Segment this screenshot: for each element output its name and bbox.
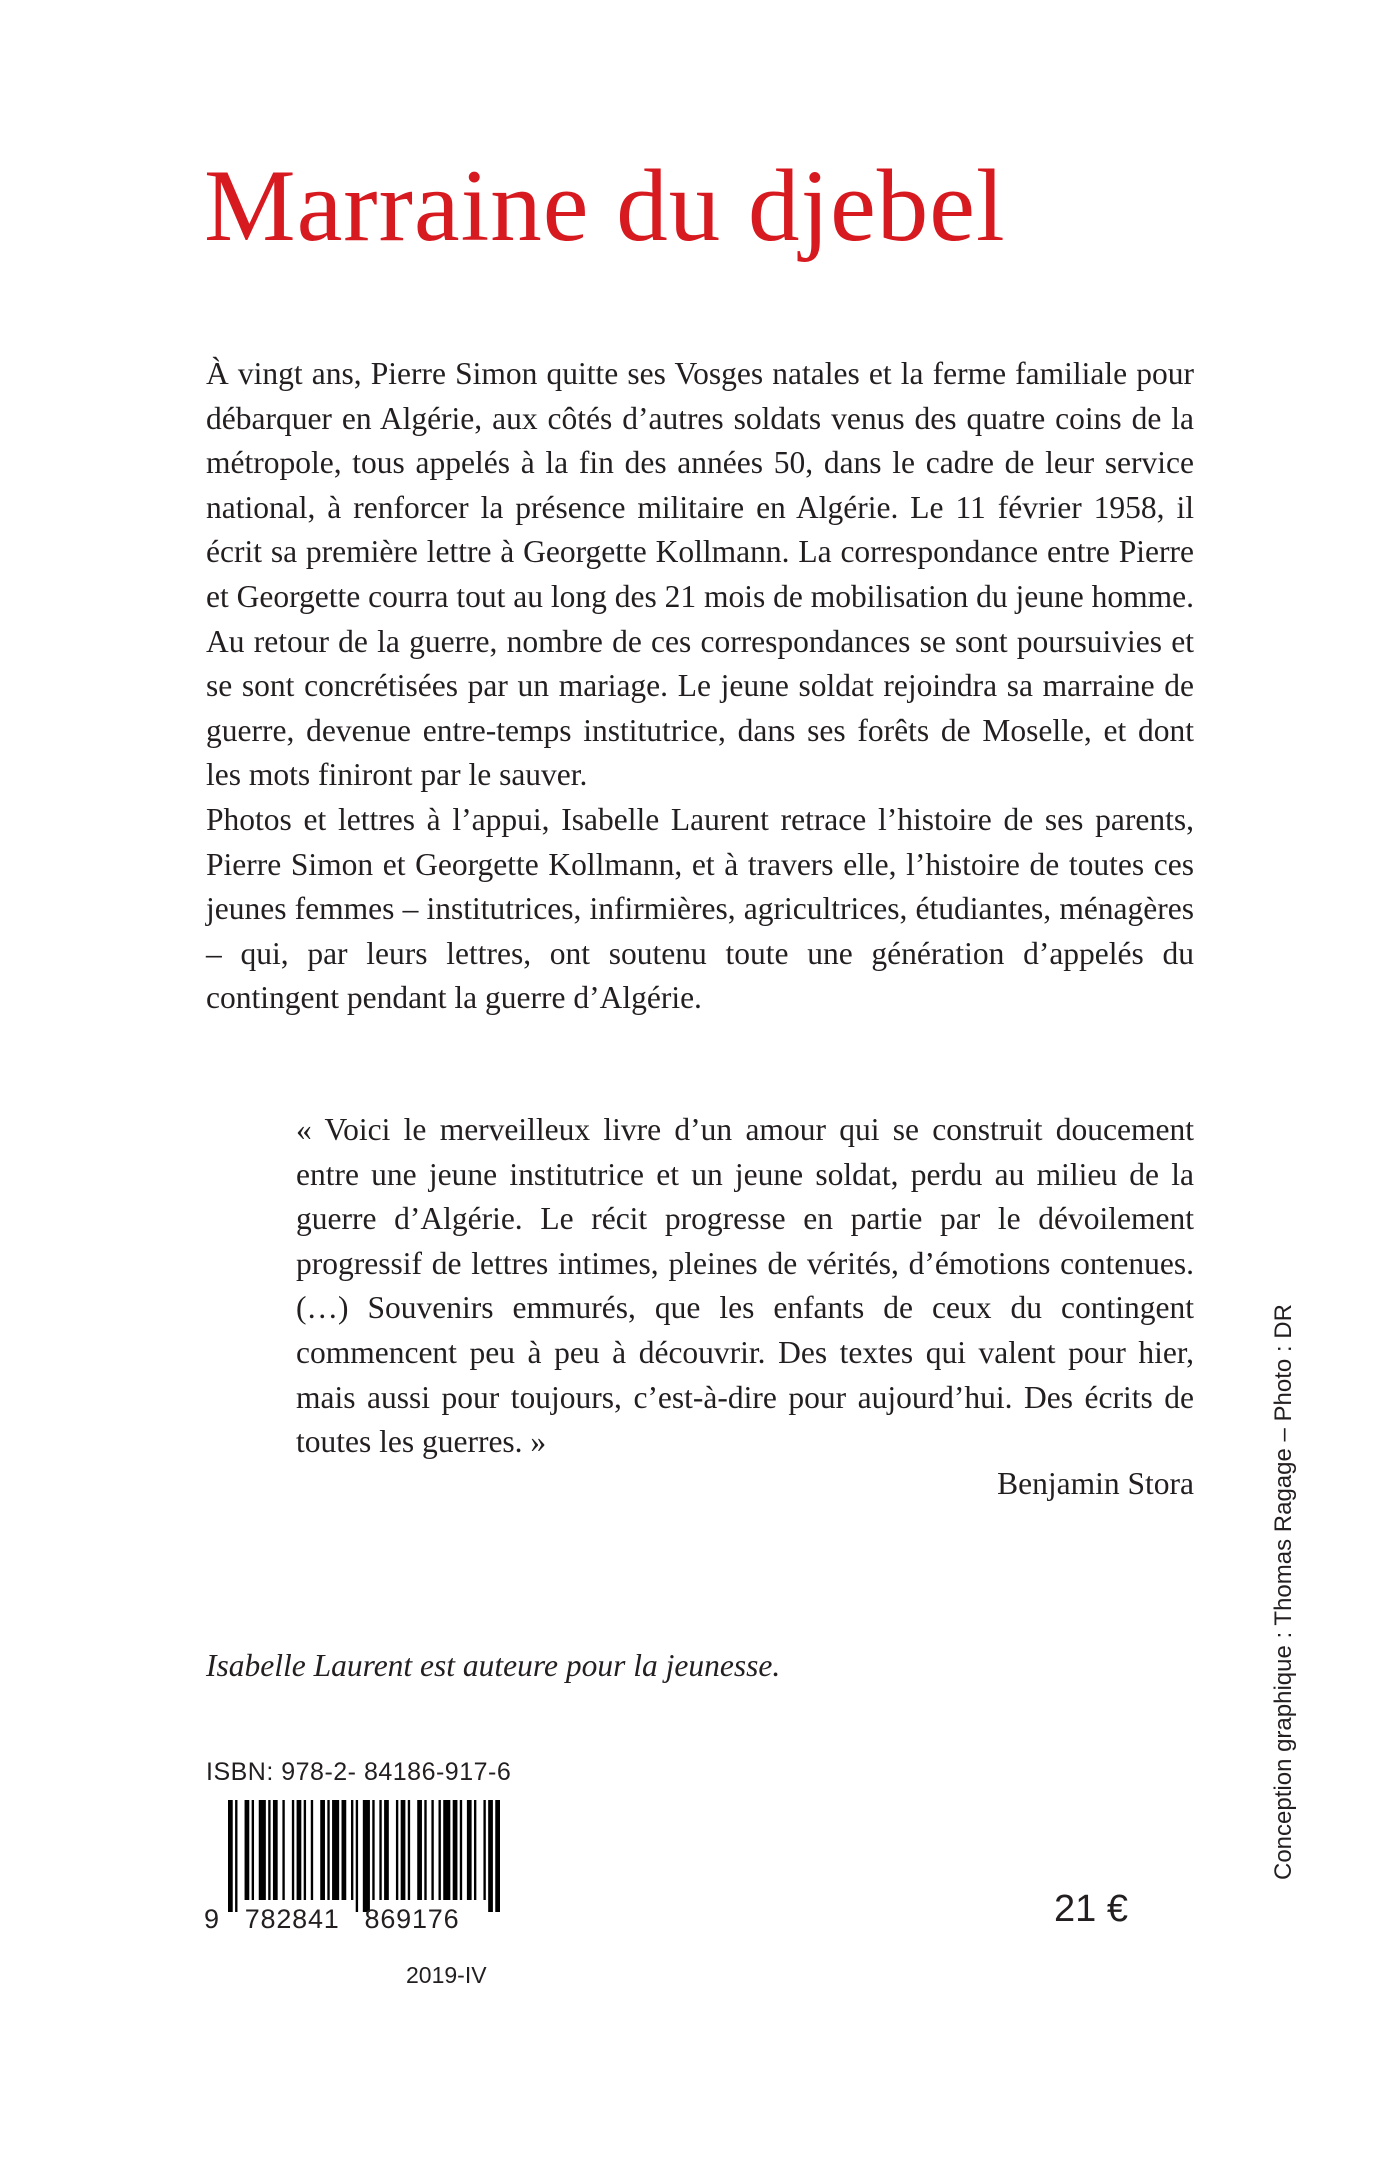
synopsis-paragraph: Au retour de la guerre, nombre de ces correspondances se sont poursuivies et se sont concrétisées par un mariage. Le jeune soldat rejoindra sa marraine de guerre, devenue entre-temps institutrice, dans ses forêts de Moselle, et dont les mots finiront par le sauver. bbox=[206, 623, 1194, 793]
barcode-bar bbox=[495, 1800, 500, 1912]
barcode-bar bbox=[351, 1800, 353, 1900]
barcode-bar bbox=[379, 1800, 381, 1900]
barcode-bar bbox=[327, 1800, 329, 1900]
barcode-bar bbox=[460, 1800, 462, 1900]
barcode-bar bbox=[384, 1800, 389, 1900]
barcode-bar bbox=[453, 1800, 458, 1900]
barcode-bar bbox=[363, 1800, 370, 1912]
barcode-bar bbox=[431, 1800, 433, 1900]
barcode-bar bbox=[282, 1800, 284, 1900]
barcode-bar bbox=[311, 1800, 313, 1900]
barcode-bar bbox=[268, 1800, 270, 1900]
isbn: ISBN: 978-2- 84186-917-6 bbox=[206, 1758, 512, 1786]
barcode-bar bbox=[417, 1800, 422, 1900]
blurb-quote bbox=[296, 1108, 1194, 1465]
barcode-bar bbox=[292, 1800, 294, 1900]
barcode-bar bbox=[443, 1800, 450, 1900]
author-note: Isabelle Laurent est auteure pour la jeunesse. bbox=[206, 1648, 781, 1683]
barcode-bar bbox=[259, 1800, 266, 1900]
synopsis bbox=[206, 352, 1194, 1021]
barcode-bar bbox=[332, 1800, 339, 1900]
barcode-bar bbox=[356, 1800, 358, 1912]
quote-author: Benjamin Stora bbox=[997, 1466, 1194, 1501]
barcode-bar bbox=[424, 1800, 426, 1900]
barcode-digits: 9 782841 869176 bbox=[204, 1904, 460, 1934]
barcode-bar bbox=[372, 1800, 374, 1900]
barcode-bar bbox=[483, 1800, 485, 1900]
price: 21 € bbox=[1054, 1888, 1128, 1930]
barcode-bar bbox=[245, 1800, 250, 1900]
barcode-bar bbox=[273, 1800, 278, 1900]
barcode-bar bbox=[252, 1800, 254, 1900]
quote-text: « Voici le merveilleux livre d’un amour qui se construit doucement entre une jeune institutrice et un jeune soldat, perdu au milieu de la guerre d’Algérie. Le récit progresse en partie par le dévoilement progressif de lettres intimes, pleines de vérités, d’émotions contenues. (…) Souvenirs emmurés, que les enfants de ceux du contingent commencent peu à peu à découvrir. Des textes qui valent pour hier, mais aussi pour toujours, c’est-à-dire pour aujourd’hui. Des écrits de toutes les guerres. » bbox=[296, 1112, 1194, 1460]
barcode-bar bbox=[396, 1800, 398, 1900]
barcode-bar bbox=[488, 1800, 493, 1912]
book-title: Marraine du djebel bbox=[204, 149, 1006, 263]
barcode-bar bbox=[304, 1800, 306, 1900]
design-credits: Conception graphique : Thomas Ragage – Photo : DR bbox=[1270, 1304, 1297, 1880]
barcode-bar bbox=[228, 1800, 233, 1912]
edition-code: 2019-IV bbox=[406, 1962, 487, 1988]
barcode-bar bbox=[297, 1800, 302, 1900]
barcode-bar bbox=[408, 1800, 410, 1900]
barcode-bar bbox=[467, 1800, 472, 1900]
barcode-bar bbox=[320, 1800, 325, 1900]
barcode-bar bbox=[474, 1800, 476, 1900]
barcode-bar bbox=[439, 1800, 441, 1900]
barcode bbox=[228, 1800, 500, 1912]
barcode-bar bbox=[401, 1800, 406, 1900]
synopsis-paragraph: À vingt ans, Pierre Simon quitte ses Vosges natales et la ferme familiale pour débarquer en Algérie, aux côtés d’autres soldats venus des quatre coins de la métropole, tous appelés à la fin des années 50, dans le cadre de leur service national, à renforcer la présence militaire en Algérie. Le 11 février 1958, il écrit sa première lettre à Georgette Kollmann. La correspondance entre Pierre et Georgette courra tout au long des 21 mois de mobilisation du jeune homme. bbox=[206, 356, 1194, 614]
barcode-bar bbox=[235, 1800, 237, 1912]
barcode-bar bbox=[342, 1800, 347, 1900]
synopsis-paragraph: Photos et lettres à l’appui, Isabelle Laurent retrace l’histoire de ses parents, Pierre Simon et Georgette Kollmann, et à travers elle, l’histoire de toutes ces jeunes femmes – institutrices, infirmières, agricultrices, étudiantes, ménagères – qui, par leurs lettres, ont soutenu toute une génération d’appelés du contingent pendant la guerre d’Algérie. bbox=[206, 801, 1194, 1016]
